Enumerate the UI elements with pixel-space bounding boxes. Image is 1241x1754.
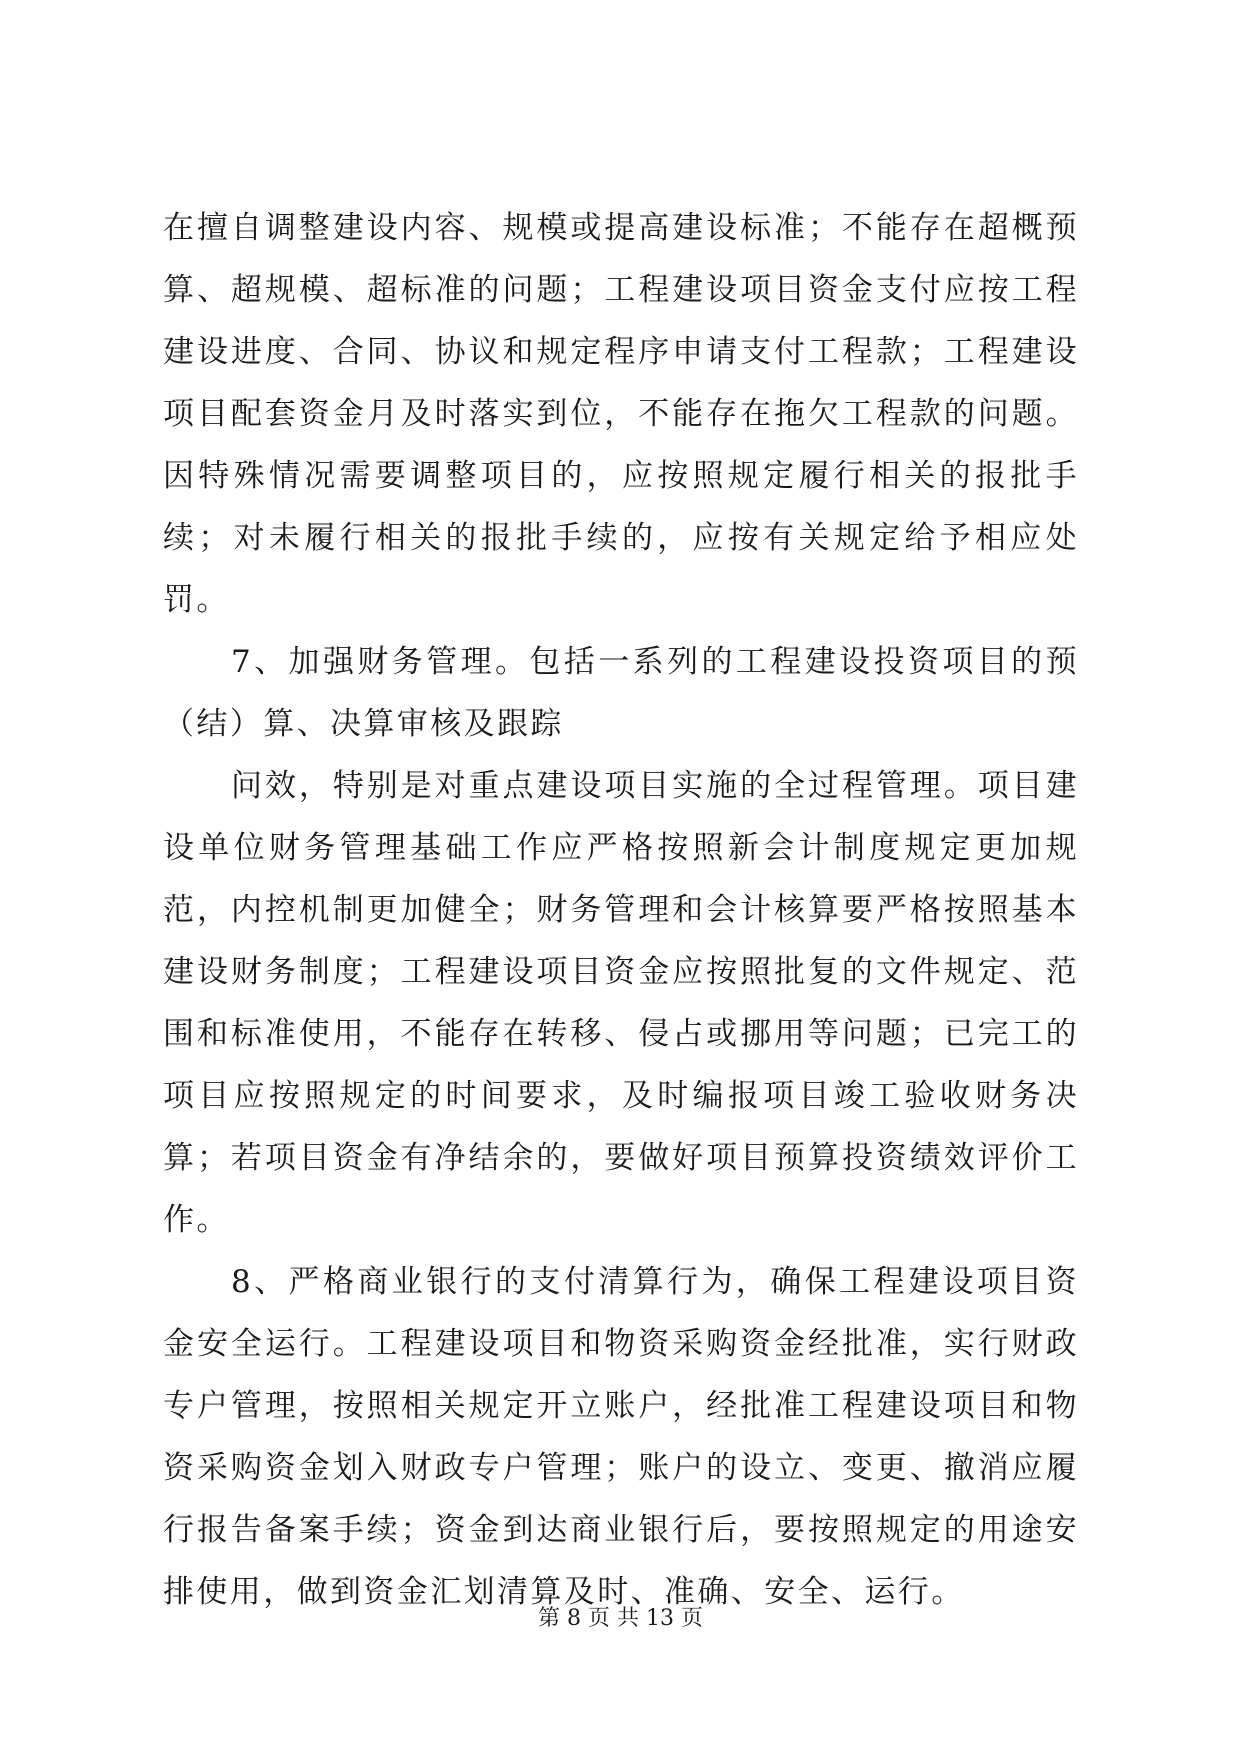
paragraph-item-8: 8、严格商业银行的支付清算行为，确保工程建设项目资金安全运行。工程建设项目和物资采购资金经批准，实行财政专户管理，按照相关规定开立账户，经批准工程建设项目和物资采购资金划入财政专户管理；账户的设立、变更、撤消应履行报告备案手续；资金到达商业银行后，要按照规定的用途安排使用，做到资金汇划清算及时、准确、安全、运行。	[163, 1264, 1079, 1610]
paragraph-continuation: 在擅自调整建设内容、规模或提高建设标准；不能存在超概预算、超规模、超标准的问题；工程建设项目资金支付应按工程建设进度、合同、协议和规定程序申请支付工程款；工程建设项目配套资金月及时落实到位，不能存在拖欠工程款的问题。因特殊情况需要调整项目的，应按照规定履行相关的报批手续；对未履行相关的报批手续的，应按有关规定给予相应处罚。	[163, 210, 1079, 618]
paragraph-item-7-continued: 问效，特别是对重点建设项目实施的全过程管理。项目建设单位财务管理基础工作应严格按照新会计制度规定更加规范，内控机制更加健全；财务管理和会计核算要严格按照基本建设财务制度；工程建设项目资金应按照批复的文件规定、范围和标准使用，不能存在转移、侵占或挪用等问题；已完工的项目应按照规定的时间要求，及时编报项目竣工验收财务决算；若项目资金有净结余的，要做好项目预算投资绩效评价工作。	[163, 768, 1079, 1238]
document-body	[163, 197, 1079, 1623]
page-number-footer: 第 8 页 共 13 页	[538, 1606, 703, 1631]
paragraph-item-7: 7、加强财务管理。包括一系列的工程建设投资项目的预（结）算、决算审核及跟踪	[163, 644, 1079, 742]
